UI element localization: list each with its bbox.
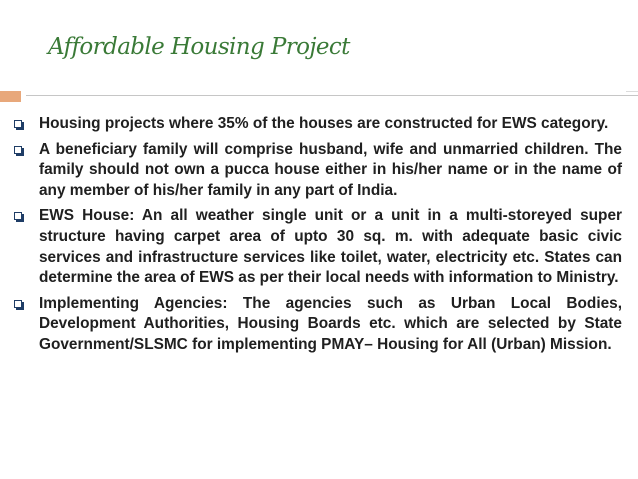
bullet-text: A beneficiary family will comprise husband, wife and unmarried children. The family should not own a pucca house either in his/her name or in the name of any member of his/her family in any part of India. — [39, 140, 622, 199]
bullet-item — [12, 140, 622, 202]
bullet-text: EWS House: An all weather single unit or a unit in a multi-storeyed super structure having carpet area of upto 30 sq. m. with adequate basic civic services and infrastructure services like toilet, water, electricity etc. States can determine the area of EWS as per their local needs with information to Ministry. — [39, 207, 622, 287]
hollow-square-bullet-icon — [14, 120, 22, 128]
hollow-square-bullet-icon — [14, 146, 22, 154]
divider-accent-box — [0, 91, 21, 102]
bullet-item — [12, 114, 622, 135]
bullet-text: Housing projects where 35% of the houses are constructed for EWS category. — [39, 115, 609, 132]
bullet-item — [12, 294, 622, 356]
bullet-list — [12, 114, 622, 361]
divider-cap-line — [626, 91, 638, 92]
hollow-square-bullet-icon — [14, 300, 22, 308]
hollow-square-bullet-icon — [14, 212, 22, 220]
bullet-text: Implementing Agencies: The agencies such as Urban Local Bodies, Development Authorities, Housing Boards etc. which are selected by State Government/SLSMC for implementing PMAY– Housing for All (Urban) Mission. — [39, 294, 622, 353]
slide-title: Affordable Housing Project — [48, 34, 350, 60]
divider-line — [26, 95, 638, 96]
bullet-item — [12, 206, 622, 288]
